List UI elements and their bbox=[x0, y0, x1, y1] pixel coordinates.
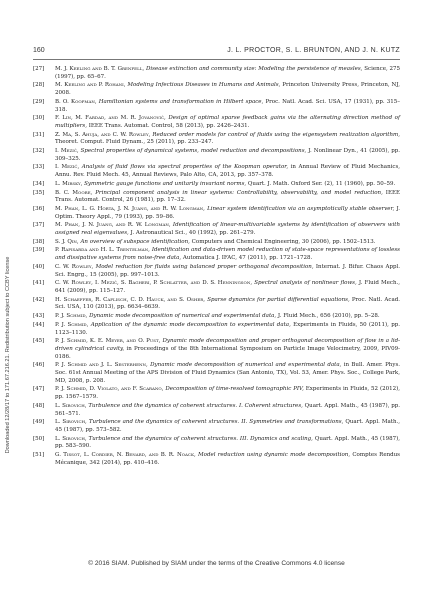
reference-title: Turbulence and the dynamics of coherent structures. III. Dynamics and scaling, bbox=[88, 435, 313, 442]
reference-item bbox=[33, 82, 400, 97]
running-head: J. L. PROCTOR, S. L. BRUNTON, AND J. N. KUTZ bbox=[227, 47, 400, 54]
reference-details: Quart. Appl. Math., 45 (1987), pp. 583–590. bbox=[55, 435, 401, 450]
reference-number: [31] bbox=[33, 131, 45, 138]
reference-item bbox=[33, 386, 400, 401]
reference-item bbox=[33, 436, 400, 451]
reference-details: J. Fluid Mech., 641 (2009), pp. 115–127. bbox=[55, 280, 401, 294]
reference-details: Experiments in Fluids, 52 (2012), pp. 1567–1579. bbox=[55, 386, 401, 401]
reference-authors: I. Mezić, bbox=[55, 148, 79, 155]
reference-number: [46] bbox=[33, 362, 45, 369]
reference-number: [32] bbox=[33, 148, 45, 155]
reference-item bbox=[33, 362, 400, 385]
reference-number: [39] bbox=[33, 247, 45, 254]
reference-item bbox=[33, 264, 400, 279]
reference-title: Model reduction using dynamic mode decomposition, bbox=[198, 452, 351, 459]
reference-title: Spectral analysis of nonlinear flows, bbox=[254, 280, 357, 287]
reference-authors: Z. Ma, S. Ahuja, and C. W. Rowley, bbox=[55, 131, 151, 138]
reference-authors: L. Sirovich, bbox=[55, 402, 87, 409]
reference-number: [29] bbox=[33, 98, 45, 105]
reference-title: Identification and data-driven model reduction of state-space representations of lossless and dissipative systems from noise-free data, bbox=[55, 247, 401, 262]
reference-authors: B. C. Moore, bbox=[55, 189, 93, 196]
reference-list bbox=[33, 66, 400, 468]
reference-title: Model reduction for fluids using balanced proper orthogonal decomposition, bbox=[95, 263, 314, 270]
reference-authors: S. J. Qin, bbox=[55, 238, 79, 245]
reference-title: Dynamic mode decomposition of numerical and experimental data, bbox=[150, 362, 342, 369]
reference-number: [38] bbox=[33, 238, 45, 245]
reference-number: [44] bbox=[33, 321, 45, 328]
reference-title: Dynamic mode decomposition of numerical and experimental data, bbox=[89, 313, 277, 320]
page-header bbox=[33, 47, 400, 59]
reference-details: in Bull. Amer. Phys. Soc. 61st Annual Meeting of the APS Division of Fluid Dynamics (San Antonio, TX), Vol. 53, Amer. Phys. Soc., College Park, MD, 2008, p. 208. bbox=[55, 362, 401, 384]
reference-number: [47] bbox=[33, 386, 45, 393]
reference-authors: P. J. Schmid, K. E. Meyer, and O. Pust, bbox=[55, 338, 161, 345]
reference-authors: M. Keeling and P. Rohani, bbox=[55, 82, 126, 89]
reference-details: Comptes Rendus Mécanique, 342 (2014), pp. 410–416. bbox=[55, 452, 400, 466]
reference-number: [51] bbox=[33, 452, 45, 459]
reference-authors: P. J. Schmid, D. Violato, and F. Scarano, bbox=[55, 386, 164, 393]
reference-title: Dynamic mode decomposition and proper orthogonal decomposition of flow in a lid-driven cylindrical cavity, bbox=[55, 338, 400, 352]
reference-title: Identification of linear-multivariable systems by identification of observers with assigned real eigenvalues, bbox=[55, 222, 401, 237]
reference-title: Hamiltonian systems and transformation in Hilbert space, bbox=[98, 98, 264, 105]
reference-authors: M. Phan, J. N. Juang, and R. W. Longman, bbox=[55, 222, 171, 229]
reference-item bbox=[33, 222, 400, 237]
reference-item bbox=[33, 403, 400, 418]
reference-title: Principal component analysis in linear systems: Controllability, observability, and model reduction, bbox=[95, 189, 383, 196]
reference-number: [33] bbox=[33, 164, 45, 171]
reference-title: Disease extinction and community size: Modeling the persistence of measles, bbox=[145, 66, 363, 72]
reference-item bbox=[33, 419, 400, 434]
reference-title: Turbulence and the dynamics of coherent structures. I. Coherent structures, bbox=[88, 402, 303, 409]
reference-number: [40] bbox=[33, 263, 45, 270]
reference-details: J. Optim. Theory Appl., 79 (1993), pp. 59–86. bbox=[55, 205, 401, 220]
reference-details: Quart. Appl. Math., 45 (1987), pp. 573–582. bbox=[55, 419, 401, 433]
reference-title: Linear system identification via an asymptotically stable observer, bbox=[207, 205, 395, 212]
reference-title: An overview of subspace identification, bbox=[80, 238, 190, 245]
reference-item bbox=[33, 313, 400, 321]
reference-item bbox=[33, 115, 400, 130]
reference-number: [30] bbox=[33, 115, 45, 122]
reference-details: Computers and Chemical Engineering, 30 (2006), pp. 1502–1513. bbox=[189, 238, 376, 245]
reference-title: Symmetric gauge functions and unitarily invariant norms, bbox=[84, 180, 247, 187]
license-footer: © 2016 SIAM. Published by SIAM under the terms of the Creative Commons 4.0 license bbox=[88, 560, 345, 567]
reference-title: Application of the dynamic mode decomposition to experimental data, bbox=[90, 321, 291, 328]
reference-item bbox=[33, 66, 400, 81]
reference-authors: C. W. Rowley, bbox=[55, 263, 94, 270]
page-number: 160 bbox=[33, 47, 45, 54]
reference-authors: P. J. Schmid, bbox=[55, 313, 88, 320]
reference-details: Princeton University Press, Princeton, NJ, 2008. bbox=[55, 82, 400, 97]
reference-authors: B. O. Koopman, bbox=[55, 98, 97, 105]
reference-authors: P. J. Schmid, bbox=[55, 321, 89, 328]
reference-item bbox=[33, 99, 400, 114]
reference-item bbox=[33, 322, 400, 337]
download-sidebar-note bbox=[2, 190, 14, 520]
reference-number: [34] bbox=[33, 180, 45, 187]
reference-number: [27] bbox=[33, 66, 45, 72]
reference-number: [43] bbox=[33, 313, 45, 320]
reference-title: Decomposition of time-resolved tomographic PIV, bbox=[165, 386, 304, 393]
reference-number: [42] bbox=[33, 296, 45, 303]
reference-details: Internat. J. Bifur. Chaos Appl. Sci. Engrg., 15 (2005), pp. 997–1013. bbox=[55, 263, 400, 278]
reference-title: Design of optimal sparse feedback gains via the alternating direction method of multipliers, bbox=[55, 115, 400, 129]
reference-details: Quart. Appl. Math., 45 (1987), pp. 561–571. bbox=[55, 402, 401, 417]
reference-title: Analysis of fluid flows via spectral properties of the Koopman operator, bbox=[81, 164, 289, 171]
reference-item bbox=[33, 247, 400, 262]
reference-item bbox=[33, 148, 400, 163]
reference-item bbox=[33, 132, 400, 147]
reference-authors: L. Sirovich, bbox=[55, 419, 87, 426]
reference-item bbox=[33, 164, 400, 179]
reference-item bbox=[33, 239, 400, 247]
reference-details: IEEE Trans. Automat. Control, 58 (2013), pp. 2426–2431. bbox=[86, 122, 250, 129]
reference-details: Experiments in Fluids, 50 (2011), pp. 1123–1130. bbox=[55, 321, 400, 336]
reference-item bbox=[33, 297, 400, 312]
reference-title: Sparse dynamics for partial differential equations, bbox=[207, 296, 350, 303]
reference-details: Automatica J. IFAC, 47 (2011), pp. 1721–1728. bbox=[181, 255, 313, 262]
reference-number: [41] bbox=[33, 280, 45, 287]
reference-title: Spectral properties of dynamical systems, model reduction and decompositions, bbox=[80, 148, 307, 155]
reference-details: J. Fluid Mech., 656 (2010), pp. 5–28. bbox=[276, 313, 380, 320]
reference-item bbox=[33, 280, 400, 295]
reference-number: [50] bbox=[33, 435, 45, 442]
reference-details: J. Astronautical Sci., 40 (1992), pp. 261–279. bbox=[128, 230, 256, 237]
reference-item bbox=[33, 452, 400, 467]
reference-number: [45] bbox=[33, 338, 45, 345]
reference-details: J. Nonlinear Dyn., 41 (2005), pp. 309–325. bbox=[55, 148, 401, 162]
reference-details: Proc. Natl. Acad. Sci. USA, 110 (2013), pp. 6634–6639. bbox=[55, 296, 400, 311]
reference-item bbox=[33, 181, 400, 189]
reference-item bbox=[33, 206, 400, 221]
reference-details: Proc. Natl. Acad. Sci. USA, 17 (1931), pp. 315–318. bbox=[55, 98, 400, 113]
reference-authors: H. Schaeffer, R. Caflisch, C. D. Hauck, and S. Osher, bbox=[55, 296, 206, 303]
reference-title: Reduced order models for control of fluids using the eigensystem realization algorithm, bbox=[152, 131, 401, 138]
reference-details: in Annual Review of Fluid Mechanics, Annu. Rev. Fluid Mech. 45, Annual Reviews, Palo Alto, CA, 2013, pp. 357–378. bbox=[55, 164, 401, 179]
reference-number: [28] bbox=[33, 82, 45, 89]
sidebar-text: Downloaded 12/28/17 to 171.67.216.21. Redistribution subject to CCBY license bbox=[5, 256, 11, 454]
reference-authors: I. Mezić, bbox=[55, 164, 80, 171]
reference-authors: F. Lin, M. Fardad, and M. R. Jovanović, bbox=[55, 115, 166, 122]
reference-number: [37] bbox=[33, 222, 45, 229]
reference-authors: M. Phan, L. G. Horta, J. N. Juang, and R. W. Longman, bbox=[55, 205, 205, 212]
reference-number: [36] bbox=[33, 205, 45, 212]
reference-details: IEEE Trans. Automat. Control, 26 (1981), pp. 17–32. bbox=[55, 189, 400, 204]
reference-authors: M. J. Keeling and B. T. Grenfell, bbox=[55, 66, 145, 72]
reference-title: Modeling Infectious Diseases in Humans and Animals, bbox=[127, 82, 281, 89]
reference-details: Quart. J. Math. Oxford Ser. (2), 11 (1960), pp. 50–59. bbox=[246, 180, 396, 187]
reference-authors: L. Mirsky, bbox=[55, 180, 83, 187]
header-rule bbox=[33, 59, 400, 60]
reference-details: in Proceedings of the 8th International Symposium on Particle Image Velocimetry, 2009, PIV09-0186. bbox=[55, 345, 400, 360]
reference-authors: P. J. Schmid and J. L. Sesterhenn, bbox=[55, 362, 148, 369]
reference-number: [49] bbox=[33, 419, 45, 426]
reference-authors: P. Rapisarda and H. L. Trentelman, bbox=[55, 247, 150, 254]
reference-number: [48] bbox=[33, 402, 45, 409]
reference-item bbox=[33, 190, 400, 205]
reference-authors: L. Sirovich, bbox=[55, 435, 87, 442]
reference-number: [35] bbox=[33, 189, 45, 196]
reference-authors: G. Tissot, L. Cordier, N. Benard, and B. R. Noack, bbox=[55, 452, 196, 459]
reference-title: Turbulence and the dynamics of coherent structures. II. Symmetries and transformations, bbox=[88, 419, 344, 426]
reference-authors: C. W. Rowley, I. Mezić, S. Bagheri, P. Schlatter, and D. S. Henningson, bbox=[55, 280, 253, 287]
reference-details: Science, 275 (1997), pp. 65–67. bbox=[55, 66, 401, 80]
reference-details: Theoret. Comput. Fluid Dynam., 25 (2011), pp. 233–247. bbox=[55, 139, 214, 146]
reference-item bbox=[33, 338, 400, 361]
